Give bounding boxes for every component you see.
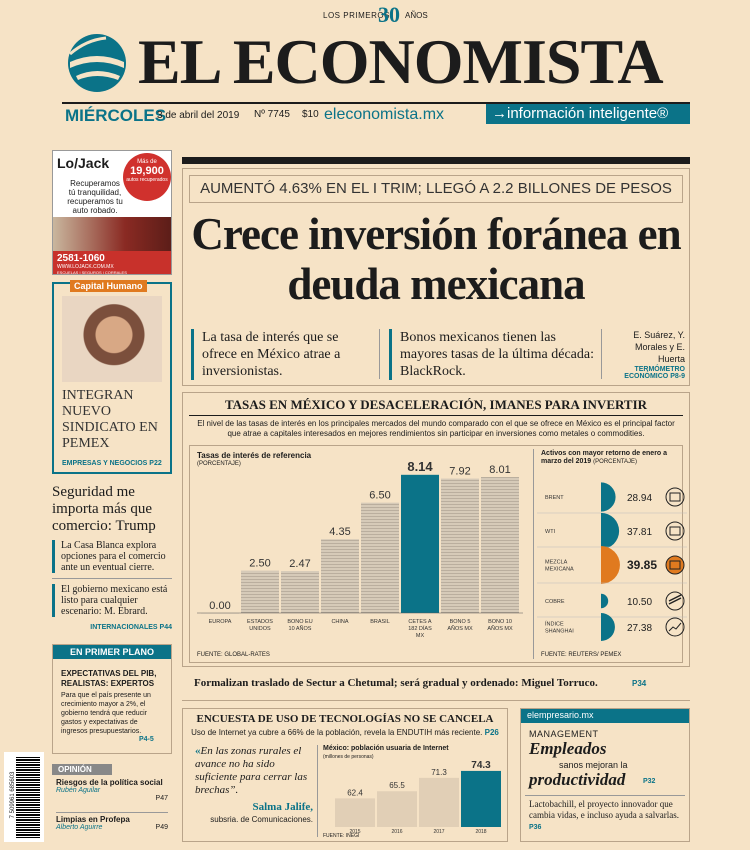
empresario-headline-1: Empleados xyxy=(529,739,607,758)
rate-category-label: MX xyxy=(415,633,425,639)
rate-category-label: AÑOS MX xyxy=(487,626,513,632)
opinion-box xyxy=(52,764,172,844)
opinion-label: OPINIÓN xyxy=(52,764,112,775)
copper-bars-icon xyxy=(666,592,684,610)
main-story[interactable] xyxy=(182,168,690,386)
lojack-fine: ESCUELAS | SEGUROS | CORRALES xyxy=(57,270,127,275)
dateline-price: $10 xyxy=(302,109,319,120)
empresario-text: Lactobachill, el proyecto innovador que cambia vidas, e incluso ayuda a salvarlas. P36 xyxy=(529,799,679,831)
trump-page: P44 xyxy=(159,624,172,631)
trump-story[interactable] xyxy=(52,484,172,634)
internet-chart xyxy=(323,753,503,833)
rate-value-label: 2.50 xyxy=(249,557,271,570)
rate-category-label: CHINA xyxy=(331,619,349,625)
returns-chart xyxy=(537,477,687,649)
return-value-label: 28.94 xyxy=(627,493,653,504)
website-link[interactable]: eleconomista.mx xyxy=(324,106,445,123)
rates-chart-unit: (PORCENTAJE) xyxy=(197,461,241,467)
dateline xyxy=(62,104,690,128)
empresario-brand: elempresario.mx xyxy=(521,709,689,723)
opinion-item-2[interactable]: Limpias en Profepa Alberto Aguirre P49 xyxy=(56,812,168,831)
empresario-section: MANAGEMENT xyxy=(529,729,599,739)
rate-value-label: 7.92 xyxy=(449,465,471,478)
rate-value-label: 6.50 xyxy=(369,489,391,502)
capital-humano-headline: INTEGRAN NUEVO SINDICATO EN PEMEX xyxy=(62,388,158,451)
internet-value-label: 62.4 xyxy=(347,788,363,798)
returns-chart-source: FUENTE: REUTERS/ PEMEX xyxy=(541,652,622,658)
rate-category-label: BONO 10 xyxy=(488,619,512,625)
anniversary-left: LOS PRIMEROS xyxy=(323,11,390,20)
rate-bar xyxy=(281,571,319,613)
rate-bar xyxy=(321,539,359,613)
rate-value-label: 8.14 xyxy=(407,458,433,474)
return-category-label: COBRE xyxy=(545,599,565,605)
rate-bar xyxy=(401,475,439,613)
internet-chart-source: FUENTE: INEGI xyxy=(323,833,360,839)
sectur-page: P34 xyxy=(632,679,647,688)
lojack-text-2: tú tranquilidad, xyxy=(68,188,122,197)
rate-category-label: BONO 5 xyxy=(449,619,471,625)
stock-chart-icon xyxy=(666,618,684,636)
main-headline: Crece inversión foránea en deuda mexicana xyxy=(191,209,681,309)
logo-globe-icon xyxy=(66,32,128,94)
internet-value-label: 71.3 xyxy=(431,767,447,777)
oil-barrel-icon xyxy=(666,488,684,506)
return-bar xyxy=(601,482,616,511)
main-section: TERMÓMETRO ECONÓMICO P8-9 xyxy=(624,366,685,380)
return-bar xyxy=(601,594,608,608)
rate-bar xyxy=(361,503,399,613)
rate-value-label: 8.01 xyxy=(489,464,511,477)
return-bar xyxy=(601,513,619,549)
encuesta-quote: «En las zonas rurales el avance no ha sido suficiente para cerrar las brechas”. xyxy=(195,745,308,796)
internet-year-label: 2016 xyxy=(391,829,403,833)
main-sub-2: Bonos mexicanos tienen las mayores tasas de la última década: BlackRock. xyxy=(389,329,595,380)
return-category-label: ÍNDICE xyxy=(545,621,564,628)
masthead-title: EL ECONOMISTA xyxy=(138,26,663,97)
internet-bar xyxy=(377,791,417,827)
return-bar xyxy=(601,546,620,584)
internet-chart-title: México: población usuaria de Internet xyxy=(323,745,449,752)
infographic xyxy=(182,392,690,667)
lojack-ad[interactable] xyxy=(52,150,172,275)
capital-humano-box[interactable] xyxy=(52,282,172,474)
rate-bar xyxy=(481,477,519,613)
anniversary-number: 30 xyxy=(378,2,400,27)
sectur-headline: Formalizan traslado de Sectur a Chetumal; será gradual y ordenado: Miguel Torruco. xyxy=(194,677,598,689)
dateline-date: 3 de abril del 2019 xyxy=(157,110,240,121)
dateline-day: MIÉRCOLES xyxy=(65,106,167,125)
capital-humano-page: P22 xyxy=(149,460,162,467)
internet-year-label: 2017 xyxy=(433,829,445,833)
internet-bar xyxy=(419,778,459,827)
barcode xyxy=(4,752,44,842)
anniversary-badge xyxy=(323,2,428,27)
encuesta-person: Salma Jalife, xyxy=(252,801,313,813)
return-value-label: 37.81 xyxy=(627,527,653,538)
trump-bullet-1: La Casa Blanca explora opciones para el comercio ante un eventual cierre. xyxy=(52,540,172,573)
lojack-phone: 2581-1060 xyxy=(57,253,105,264)
returns-chart-title: Activos con mayor retorno de enero a marzo del 2019 (PORCENTAJE) xyxy=(541,450,668,465)
main-authors: E. Suárez, Y. Morales y E. Huerta xyxy=(633,330,685,364)
lojack-url: WWW.LOJACK.COM.MX xyxy=(57,264,114,270)
portrait-photo xyxy=(62,296,162,382)
anniversary-right: AÑOS xyxy=(405,11,428,20)
capital-humano-kicker: EMPRESAS Y NEGOCIOS P22 xyxy=(62,460,162,467)
rate-category-label: AÑOS MX xyxy=(447,626,473,632)
return-category-label: MEZCLA xyxy=(545,559,568,566)
rates-chart-title: Tasas de interés de referencia xyxy=(197,451,312,460)
rate-category-label: BONO EU xyxy=(287,619,313,625)
lojack-badge: Más de 19,900 autos recuperados xyxy=(123,153,171,201)
sectur-story[interactable] xyxy=(182,672,690,696)
primer-plano-headline: EXPECTATIVAS DEL PIB, REALISTAS: EXPERTOS xyxy=(61,669,157,688)
return-category-label: MEXICANA xyxy=(545,566,574,573)
rate-category-label: CETES A xyxy=(408,619,432,625)
encuesta-subtitle: Uso de Internet ya cubre a 66% de la población, revela la ENDUTIH más reciente. P26 xyxy=(191,728,499,737)
rate-bar xyxy=(241,571,279,613)
internet-year-label: 2018 xyxy=(475,829,487,833)
primer-plano-box[interactable] xyxy=(52,644,172,754)
lojack-footer xyxy=(53,251,172,275)
return-category-label: WTI xyxy=(545,529,556,535)
main-page: P8-9 xyxy=(670,373,685,380)
internet-bar xyxy=(461,771,501,827)
lojack-text-3: recuperamos tu xyxy=(67,197,123,206)
lojack-text-4: auto robado. xyxy=(72,206,118,215)
encuesta-role: subsria. de Comunicaciones. xyxy=(210,815,313,824)
empresario-headline-2: productividad xyxy=(529,770,626,789)
main-kicker: AUMENTÓ 4.63% EN EL I TRIM; LLEGÓ A 2.2 BILLONES DE PESOS xyxy=(189,175,683,203)
rate-category-label: UNIDOS xyxy=(249,626,271,632)
empresario-box[interactable] xyxy=(520,708,690,842)
primer-plano-label: EN PRIMER PLANO xyxy=(53,645,171,659)
return-value-label: 27.38 xyxy=(627,623,653,634)
oil-drop-icon xyxy=(666,556,684,574)
main-sub-1: La tasa de interés que se ofrece en México atrae a inversionistas. xyxy=(191,329,371,380)
internet-value-label: 65.5 xyxy=(389,781,405,791)
trump-bullet-2: El gobierno mexicano está listo para cualquier escenario: M. Ebrard. xyxy=(52,584,172,617)
return-value-label: 39.85 xyxy=(627,558,658,572)
return-category-label: BRENT xyxy=(545,495,564,501)
primer-plano-body: Para que el país presente un crecimiento mayor a 2%, el gobierno tendrá que reducir gastos y expectativas de ingresos presupuestarios. xyxy=(61,692,151,735)
rate-category-label: ESTADOS xyxy=(247,619,273,625)
opinion-item-1[interactable]: Riesgos de la política social Rubén Aguilar P47 xyxy=(56,778,168,802)
internet-year-label: 2015 xyxy=(349,829,361,833)
encuesta-page: P26 xyxy=(484,728,499,737)
rate-value-label: 4.35 xyxy=(329,526,351,539)
infographic-title: TASAS EN MÉXICO Y DESACELERACIÓN, IMANES PARA INVERTIR xyxy=(224,397,648,412)
rate-bar xyxy=(441,479,479,613)
dateline-issue: Nº 7745 xyxy=(254,109,290,120)
rate-category-label: 10 AÑOS xyxy=(288,626,312,632)
rate-category-label: 182 DÍAS xyxy=(408,626,432,632)
capital-humano-label: Capital Humano xyxy=(70,280,147,292)
trump-headline: Seguridad me importa más que comercio: Trump xyxy=(52,484,156,534)
trump-kicker: INTERNACIONALES P44 xyxy=(90,624,172,631)
main-top-rule xyxy=(182,157,690,164)
rate-category-label: BRASIL xyxy=(370,619,390,625)
rate-value-label: 0.00 xyxy=(209,600,231,612)
return-category-label: SHANGHAI xyxy=(545,628,574,635)
infographic-intro: El nivel de las tasas de interés en los principales mercados del mundo comparado con el que se ofrece en México es el principal factor que atrae a capitales interesados en mejores rendimientos sin participar en inversiones como metales o commodities. xyxy=(197,419,675,438)
oil-barrel-icon xyxy=(666,522,684,540)
internet-bar xyxy=(335,798,375,827)
lojack-brand: Lo/Jack xyxy=(57,155,110,171)
tagline-badge: →información inteligente® xyxy=(486,104,690,124)
lojack-text-1: Recuperamos xyxy=(70,179,120,188)
empresario-middle: sanos mejoran la xyxy=(559,760,628,770)
barcode-number: 7 509961 685603 xyxy=(10,771,16,819)
empresario-page-2: P36 xyxy=(529,824,542,831)
return-value-label: 10.50 xyxy=(627,597,653,608)
rates-chart xyxy=(193,447,523,653)
internet-value-label: 74.3 xyxy=(471,759,491,771)
encuesta-story[interactable] xyxy=(182,708,508,842)
lojack-car-image xyxy=(53,217,172,253)
rate-value-label: 2.47 xyxy=(289,558,311,571)
rate-category-label: EUROPA xyxy=(208,619,232,625)
encuesta-title: ENCUESTA DE USO DE TECNOLOGÍAS NO SE CANCELA xyxy=(196,713,494,725)
primer-plano-page: P4-5 xyxy=(139,736,154,743)
empresario-page: P32 xyxy=(643,778,656,785)
internet-chart-unit: (millones de personas) xyxy=(323,754,374,760)
rates-chart-source: FUENTE: GLOBAL-RATES xyxy=(197,652,270,658)
